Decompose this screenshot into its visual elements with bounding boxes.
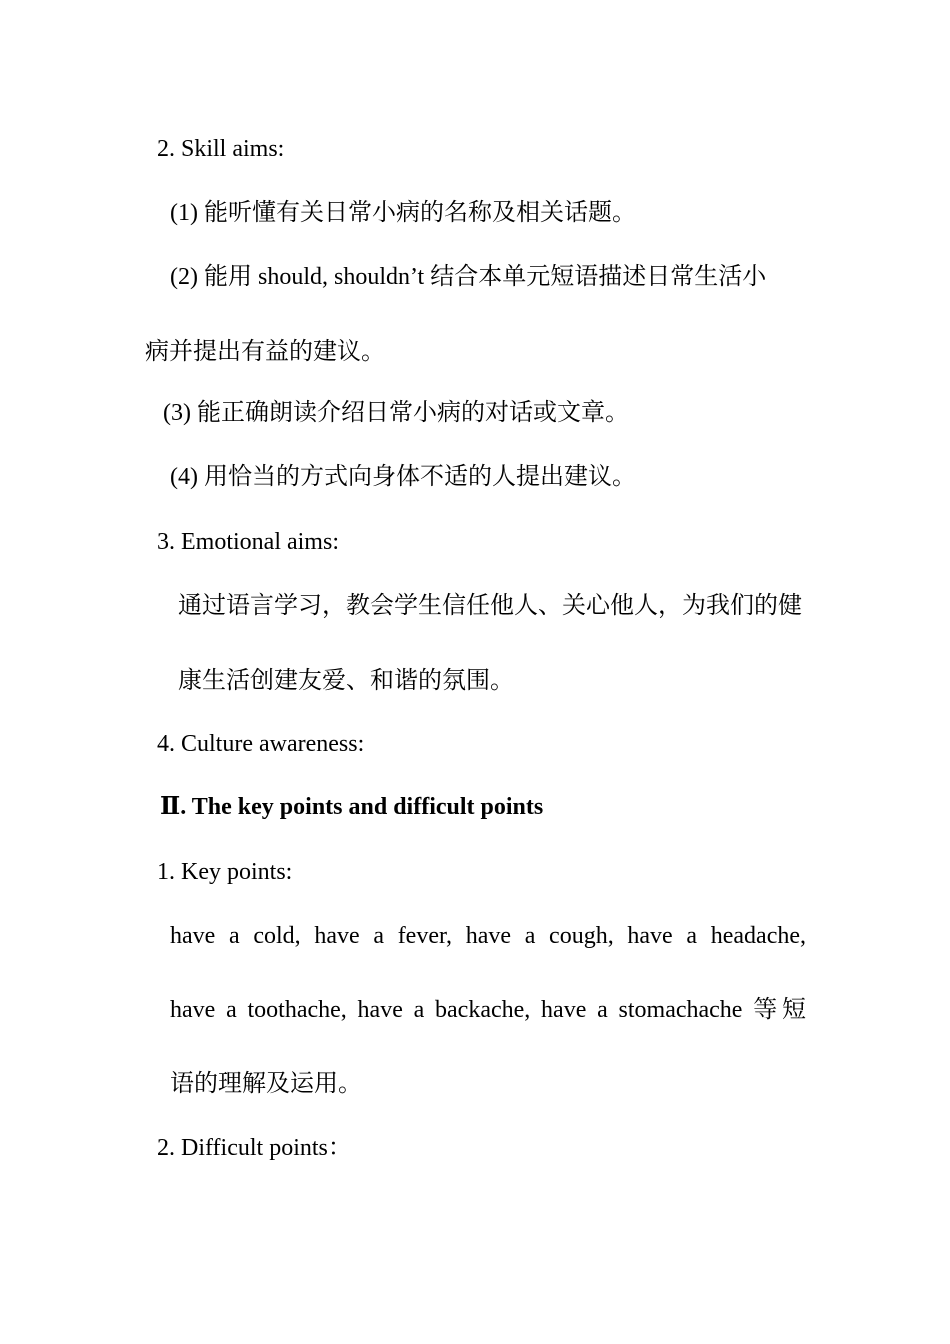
emotional-line-2: 康生活创建友爱、和谐的氛围。 — [178, 668, 514, 694]
skill-item-2-continuation: 病并提出有益的建议。 — [145, 339, 385, 365]
difficult-points-heading: 2. Difficult points： — [157, 1135, 352, 1161]
skill-aims-heading: 2. Skill aims: — [157, 136, 285, 162]
skill-item-2: (2) 能用 should, shouldn’t 结合本单元短语描述日常生活小 — [170, 264, 767, 290]
skill-item-1: (1) 能听懂有关日常小病的名称及相关话题。 — [170, 200, 636, 226]
key-points-line-2: have a toothache, have a backache, have a stomachache 等短 — [170, 997, 806, 1023]
skill-item-4: (4) 用恰当的方式向身体不适的人提出建议。 — [170, 464, 636, 490]
key-points-line-1: have a cold, have a fever, have a cough, have a headache, — [170, 923, 806, 949]
skill-item-3: (3) 能正确朗读介绍日常小病的对话或文章。 — [163, 400, 629, 426]
key-points-heading: 1. Key points: — [157, 859, 293, 885]
emotional-line-1: 通过语言学习，教会学生信任他人、关心他人，为我们的健 — [178, 593, 802, 619]
emotional-aims-heading: 3. Emotional aims: — [157, 529, 339, 555]
culture-awareness-heading: 4. Culture awareness: — [157, 731, 365, 757]
section-title: Ⅱ. The key points and difficult points — [160, 794, 544, 820]
key-points-line-3: 语的理解及运用。 — [170, 1071, 362, 1097]
